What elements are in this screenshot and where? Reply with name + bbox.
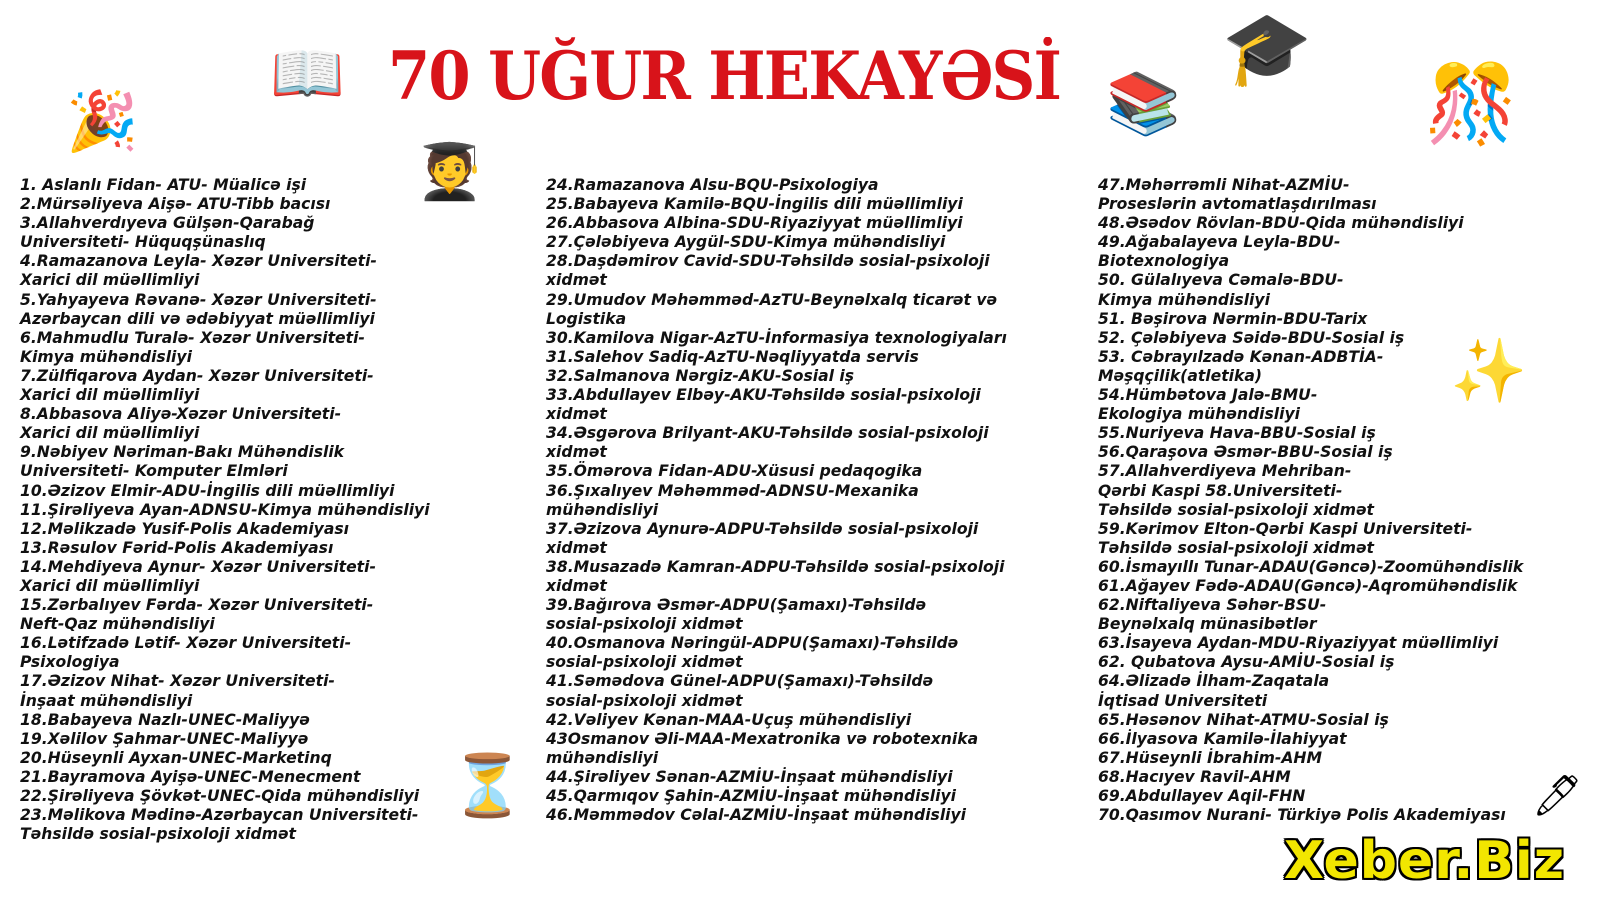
list-item: 69.Abdullayev Aqil-FHN xyxy=(1098,787,1306,805)
list-item: 62.Niftaliyeva Səhər-BSU- Beynəlxalq münasibətlər xyxy=(1098,596,1327,634)
list-item: 47.Məhərrəmli Nihat-AZMİU- Proseslərin avtomatlaşdırılması xyxy=(1098,176,1377,214)
list-item: 63.İsayeva Aydan-MDU-Riyaziyyat müəllimliyi xyxy=(1098,634,1499,653)
list-item: 59.Kərimov Elton-Qərbi Kaspi Universiteti- Təhsildə sosial-psixoloji xidmət xyxy=(1098,519,1473,557)
list-item: 25.Babayeva Kamilə-BQU-İngilis dili müəllimliyi xyxy=(546,195,963,214)
list-item: 16.Lətifzadə Lətif- Xəzər Universiteti- Psixologiya xyxy=(20,634,352,672)
list-item: 5.Yahyayeva Rəvanə- Xəzər Universiteti- Azərbaycan dili və ədəbiyyat müəllimliyi xyxy=(20,290,377,328)
confetti-ball-icon: 🎊 xyxy=(1424,59,1519,148)
hourglass-icon: ⏳ xyxy=(450,751,525,821)
list-item: 40.Osmanova Nəringül-ADPU(Şamaxı)-Təhsildə sosial-psixoloji xidmət xyxy=(546,634,959,672)
list-item: 60.İsmayıllı Tunar-ADAU(Gəncə)-Zoomühəndislik xyxy=(1098,557,1524,576)
list-item: 21.Bayramova Ayişə-UNEC-Menecment xyxy=(20,767,361,786)
student-list-column-3 xyxy=(1098,176,1578,825)
list-item: 24.Ramazanova Alsu-BQU-Psixologiya xyxy=(546,176,879,194)
list-item: 61.Ağayev Fədə-ADAU(Gəncə)-Aqromühəndislik xyxy=(1098,576,1518,595)
list-item: 11.Şirəliyeva Ayan-ADNSU-Kimya mühəndisliyi xyxy=(20,500,430,519)
list-item: 14.Mehdiyeva Aynur- Xəzər Universiteti- Xarici dil müəllimliyi xyxy=(20,557,376,595)
student-list-column-1 xyxy=(20,176,460,844)
list-item: 70.Qasımov Nurani- Türkiyə Polis Akademiyası xyxy=(1098,806,1506,825)
list-item: 54.Hümbətova Jalə-BMU- Ekologiya mühəndisliyi xyxy=(1098,386,1318,424)
list-item: 36.Şıxalıyev Məhəmməd-ADNSU-Mexanika mühəndisliyi xyxy=(546,481,919,519)
list-item: 65.Həsənov Nihat-ATMU-Sosial iş xyxy=(1098,710,1389,729)
sparkles-icon: ✨ xyxy=(1450,334,1528,407)
list-item: 44.Şirəliyev Sənan-AZMİU-İnşaat mühəndisliyi xyxy=(546,767,953,786)
list-item: 37.Əzizova Aynurə-ADPU-Təhsildə sosial-psixoloji xidmət xyxy=(546,519,979,557)
list-item: 10.Əzizov Elmir-ADU-İngilis dili müəllimliyi xyxy=(20,481,395,500)
list-item: 53. Cəbrayılzadə Kənan-ADBTİA- Məşqçilik(atletika) xyxy=(1098,347,1384,385)
list-item: 27.Çələbiyeva Aygül-SDU-Kimya mühəndisliyi xyxy=(546,233,946,252)
list-item: 1. Aslanlı Fidan- ATU- Müalicə işi xyxy=(20,176,307,194)
list-item: 57.Allahverdiyeva Mehriban- Qərbi Kaspi 58.Universiteti- Təhsildə sosial-psixoloji xidmət xyxy=(1098,462,1374,519)
list-item: 56.Qaraşova Əsmər-BBU-Sosial iş xyxy=(1098,443,1393,462)
list-item: 55.Nuriyeva Hava-BBU-Sosial iş xyxy=(1098,424,1376,443)
list-item: 41.Səmədova Günel-ADPU(Şamaxı)-Təhsildə sosial-psixoloji xidmət xyxy=(546,672,934,710)
list-item: 7.Zülfiqarova Aydan- Xəzər Universiteti- Xarici dil müəllimliyi xyxy=(20,366,374,405)
list-item: 48.Əsədov Rövlan-BDU-Qida mühəndisliyi xyxy=(1098,214,1464,233)
list-item: 32.Salmanova Nərgiz-AKU-Sosial iş xyxy=(546,366,855,385)
list-item: 26.Abbasova Albina-SDU-Riyaziyyat müəllimliyi xyxy=(546,214,963,233)
list-item: 45.Qarmıqov Şahin-AZMİU-İnşaat mühəndisliyi xyxy=(546,787,956,805)
list-item: 43Osmanov Əli-MAA-Mexatronika və robotexnika mühəndisliyi xyxy=(546,729,979,767)
list-item: 29.Umudov Məhəmməd-AzTU-Beynəlxalq ticarət və Logistika xyxy=(546,290,998,328)
list-item: 52. Çələbiyeva Səidə-BDU-Sosial iş xyxy=(1098,328,1405,347)
list-item: 33.Abdullayev Elbəy-AKU-Təhsildə sosial-psixoloji xidmət xyxy=(546,386,981,424)
list-item: 13.Rəsulov Fərid-Polis Akademiyası xyxy=(20,538,334,557)
party-popper-icon: 🎉 xyxy=(66,87,139,155)
list-item: 46.Məmmədov Cəlal-AZMİU-İnşaat mühəndisliyi xyxy=(546,806,967,825)
list-item: 3.Allahverdıyeva Gülşən-Qarabağ Universiteti- Hüquqşünaslıq xyxy=(20,214,315,252)
list-item: 18.Babayeva Nazlı-UNEC-Maliyyə xyxy=(20,710,310,729)
list-item: 42.Vəliyev Kənan-MAA-Uçuş mühəndisliyi xyxy=(546,710,912,729)
list-item: 17.Əzizov Nihat- Xəzər Universiteti- İnşaat mühəndisliyi xyxy=(20,672,335,710)
list-item: 19.Xəlilov Şahmar-UNEC-Maliyyə xyxy=(20,729,309,748)
list-item: 64.Əlizadə İlham-Zaqatala İqtisad Universiteti xyxy=(1098,672,1330,710)
list-item: 28.Daşdəmirov Cavid-SDU-Təhsildə sosial-psixoloji xidmət xyxy=(546,252,990,290)
list-item: 6.Mahmudlu Turalə- Xəzər Universiteti- Kimya mühəndisliyi xyxy=(20,328,365,366)
list-item: 12.Məlikzadə Yusif-Polis Akademiyası xyxy=(20,519,349,538)
list-item: 22.Şirəliyeva Şövkət-UNEC-Qida mühəndisliyi xyxy=(20,787,420,805)
graduation-cap-icon: 🎓 xyxy=(1222,6,1312,90)
list-item: 9.Nəbiyev Nəriman-Bakı Mühəndislik Universiteti- Komputer Elmləri xyxy=(20,443,345,481)
open-book-icon: 📖 xyxy=(270,39,345,109)
list-item: 20.Hüseynli Ayxan-UNEC-Marketinq xyxy=(20,748,332,767)
list-item: 67.Hüseynli İbrahim-AHM xyxy=(1098,748,1323,767)
list-item: 4.Ramazanova Leyla- Xəzər Universiteti- Xarici dil müəllimliyi xyxy=(20,252,377,290)
list-item: 2.Mürsəliyeva Aişə- ATU-Tibb bacısı xyxy=(20,195,331,214)
student-list-column-2 xyxy=(546,176,1066,825)
list-item: 51. Bəşirova Nərmin-BDU-Tarix xyxy=(1098,309,1368,328)
list-item: 23.Məlikova Mədinə-Azərbaycan Universiteti- Təhsildə sosial-psixoloji xidmət xyxy=(20,806,419,844)
list-item: 30.Kamilova Nigar-AzTU-İnformasiya texnologiyaları xyxy=(546,328,1007,347)
page-title: 70 UĞUR HEKAYƏSİ xyxy=(388,37,1061,115)
list-item: 15.Zərbalıyev Fərda- Xəzər Universiteti- Neft-Qaz mühəndisliyi xyxy=(20,596,374,634)
list-item: 34.Əsgərova Brilyant-AKU-Təhsildə sosial-psixoloji xidmət xyxy=(546,424,989,462)
list-item: 35.Ömərova Fidan-ADU-Xüsusi pedaqogika xyxy=(546,462,923,481)
list-item: 39.Bağırova Əsmər-ADPU(Şamaxı)-Təhsildə sosial-psixoloji xidmət xyxy=(546,596,927,634)
list-item: 38.Musazadə Kamran-ADPU-Təhsildə sosial-psixoloji xidmət xyxy=(546,557,1005,595)
pen-icon: 🖊 xyxy=(1532,773,1583,819)
student-icon: 🧑‍🎓 xyxy=(416,140,484,203)
list-item: 50. Gülalıyeva Cəmalə-BDU- Kimya mühəndisliyi xyxy=(1098,271,1344,309)
list-item: 68.Hacıyev Ravil-AHM xyxy=(1098,767,1291,786)
list-item: 62. Qubatova Aysu-AMİU-Sosial iş xyxy=(1098,653,1395,672)
list-item: 8.Abbasova Aliyə-Xəzər Universiteti- Xarici dil müəllimliyi xyxy=(20,405,342,443)
books-icon: 📚 xyxy=(1106,69,1181,139)
watermark: Xeber.Biz xyxy=(1283,831,1565,891)
list-item: 31.Salehov Sadiq-AzTU-Nəqliyyatda servis xyxy=(546,347,919,366)
list-item: 66.İlyasova Kamilə-İlahiyyat xyxy=(1098,729,1347,748)
list-item: 49.Ağabalayeva Leyla-BDU- Biotexnologiya xyxy=(1098,233,1341,271)
